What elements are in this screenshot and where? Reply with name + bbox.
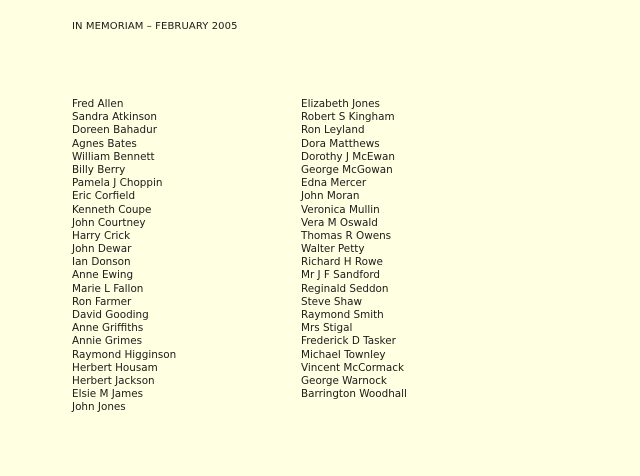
name-entry: Billy Berry	[72, 163, 126, 176]
name-entry: Vincent McCormack	[301, 361, 405, 374]
page-heading: IN MEMORIAM – FEBRUARY 2005	[72, 21, 238, 32]
name-entry: Eric Corfield	[72, 190, 136, 203]
name-entry: Anne Griffiths	[72, 322, 144, 335]
name-entry: Raymond Higginson	[72, 348, 177, 361]
name-entry: John Courtney	[72, 216, 146, 229]
name-entry: Veronica Mullin	[301, 203, 380, 216]
name-entry: Thomas R Owens	[301, 229, 392, 242]
name-entry: Agnes Bates	[72, 137, 137, 150]
name-entry: John Jones	[72, 401, 126, 414]
name-entry: Ron Farmer	[72, 295, 132, 308]
name-entry: Harry Crick	[72, 229, 131, 242]
name-entry: Ian Donson	[72, 256, 131, 269]
name-entry: Anne Ewing	[72, 269, 134, 282]
name-entry: Steve Shaw	[301, 295, 362, 308]
name-entry: Edna Mercer	[301, 177, 367, 190]
name-entry: Pamela J Choppin	[72, 177, 163, 190]
name-entry: Herbert Housam	[72, 361, 158, 374]
name-entry: Dorothy J McEwan	[301, 150, 395, 163]
name-entry: George McGowan	[301, 163, 393, 176]
name-entry: Robert S Kingham	[301, 111, 395, 124]
name-entry: Walter Petty	[301, 243, 365, 256]
name-entry: Vera M Oswald	[301, 216, 378, 229]
names-column-left	[72, 98, 176, 415]
name-entry: Doreen Bahadur	[72, 124, 157, 137]
name-entry: Michael Townley	[301, 348, 386, 361]
name-entry: George Warnock	[301, 374, 387, 387]
name-entry: Kenneth Coupe	[72, 203, 152, 216]
name-entry: Dora Matthews	[301, 137, 380, 150]
name-entry: Elizabeth Jones	[301, 98, 380, 110]
name-entry: Reginald Seddon	[301, 282, 389, 295]
name-entry: Fred Allen	[72, 98, 124, 110]
name-entry: Richard H Rowe	[301, 256, 383, 269]
name-entry: Marie L Fallon	[72, 282, 144, 295]
name-entry: Annie Grimes	[72, 335, 142, 348]
name-entry: Frederick D Tasker	[301, 335, 396, 348]
name-entry: Ron Leyland	[301, 124, 365, 137]
name-entry: Raymond Smith	[301, 309, 384, 321]
name-entry: David Gooding	[72, 309, 149, 321]
name-entry: William Bennett	[72, 150, 155, 163]
name-entry: Sandra Atkinson	[72, 111, 157, 124]
names-column-right	[301, 98, 407, 401]
name-entry: Mr J F Sandford	[301, 269, 381, 282]
name-entry: John Moran	[301, 190, 360, 203]
name-entry: Barrington Woodhall	[301, 388, 407, 401]
name-entry: Elsie M James	[72, 388, 144, 401]
name-entry: Herbert Jackson	[72, 374, 155, 387]
name-entry: Mrs Stigal	[301, 322, 353, 335]
name-entry: John Dewar	[72, 243, 132, 256]
